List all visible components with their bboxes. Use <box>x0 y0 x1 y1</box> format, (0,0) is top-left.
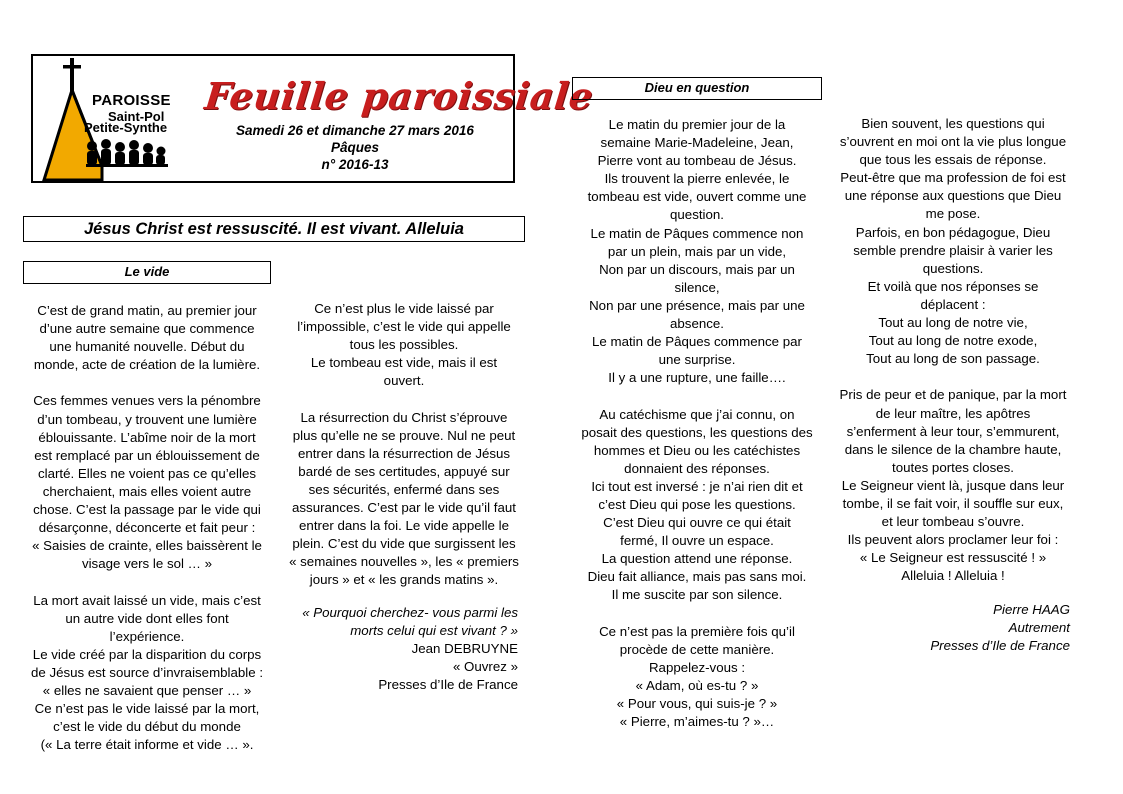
text-line: Non par un discours, mais par un <box>599 261 795 277</box>
text-line: Ce n’est plus le vide laissé par <box>314 301 494 316</box>
text-line: Et voilà que nos réponses se <box>867 278 1039 294</box>
text-line: Tout au long de son passage. <box>866 351 1040 367</box>
text-line: C’est Dieu qui ouvre ce qui était <box>603 515 791 531</box>
text-line: déplacent : <box>920 296 986 312</box>
paragraph-gap <box>572 387 822 405</box>
paragraph-gap <box>830 368 1076 386</box>
text-line: d’une autre semaine que commence <box>39 321 255 337</box>
text-line: Le matin du premier jour de la <box>608 117 786 132</box>
section-heading-dieu-en-question: Dieu en question <box>572 77 822 100</box>
text-line: C’est de grand matin, au premier jour <box>37 303 257 318</box>
text-line: Ils trouvent la pierre enlevée, le <box>604 171 790 187</box>
text-line: plus qu’elle ne se prouve. Nul ne peut <box>292 427 516 443</box>
text-line: « Saisies de crainte, elles baissèrent le <box>32 538 262 554</box>
text-line: entrer dans la résurrection de Jésus <box>297 445 511 461</box>
quote-line: morts celui qui est vivant ? » <box>350 623 518 639</box>
text-line: désarçonne, déconcerte et fait peur : <box>38 520 256 536</box>
text-line: Le Seigneur vient là, jusque dans leur <box>841 477 1065 493</box>
text-line: toutes portes closes. <box>892 459 1014 475</box>
text-line: silence, <box>674 279 720 295</box>
text-line: une réponse aux questions que Dieu <box>844 188 1062 204</box>
quote-block <box>280 604 518 640</box>
text-line: que tous les essais de réponse. <box>859 152 1047 168</box>
text-line: Ces femmes venues vers la pénombre <box>33 393 261 409</box>
text-line: posait des questions, les questions des <box>581 424 813 440</box>
paragraph-gap <box>280 390 528 408</box>
text-line: un autre vide dont elles font <box>65 610 229 626</box>
text-line: c’est le vide du début du monde <box>53 719 241 735</box>
text-line: Dieu fait alliance, mais pas sans moi. <box>587 569 807 585</box>
credit-block-2 <box>830 601 1070 655</box>
main-title: Jésus Christ est ressuscité. Il est vivant. Alleluia <box>23 216 525 242</box>
credit-author: Jean DEBRUYNE <box>411 641 518 656</box>
text-line: une surprise. <box>658 352 736 368</box>
text-line: Au catéchisme que j’ai connu, on <box>599 406 795 422</box>
text-line: Pris de peur et de panique, par la mort <box>839 387 1067 403</box>
text-line: s’ouvrent en moi ont la vie plus longue <box>839 134 1067 150</box>
text-line: cherchaient, mais elles voient autre <box>42 483 252 499</box>
text-line: Le matin de Pâques commence non <box>590 225 804 241</box>
text-line: Le vide créé par la disparition du corps <box>32 646 262 662</box>
text-line: tous les possibles. <box>349 337 459 353</box>
text-line: Alleluia ! Alleluia ! <box>901 568 1005 584</box>
text-line: d’un tombeau, y trouvent une lumière <box>37 411 257 427</box>
section-heading-le-vide: Le vide <box>23 261 271 284</box>
text-line: l’impossible, c’est le vide qui appelle <box>297 319 511 335</box>
text-line: jours » et « les grands matins ». <box>309 572 499 588</box>
credit-block-1 <box>280 640 518 694</box>
newsletter-title: Feuille paroissiale <box>202 74 596 118</box>
text-line: plein. C’est du vide que surgissent les <box>292 536 516 552</box>
text-line: monde, acte de création de la lumière. <box>33 357 261 373</box>
text-line: est remplacé par un éblouissement de <box>34 447 260 463</box>
text-line: de Jésus est source d’invraisemblable : <box>30 664 264 680</box>
text-line: bardé de ses certitudes, appuyé sur <box>298 463 510 479</box>
text-line: c’est Dieu qui pose les questions. <box>598 496 796 512</box>
issue-number: n° 2016-13 <box>321 157 389 172</box>
text-line: Rappelez-vous : <box>648 659 746 675</box>
text-line: Parfois, en bon pédagogue, Dieu <box>855 224 1051 240</box>
text-line: dans le silence de la chambre haute, <box>844 441 1062 457</box>
text-line: Bien souvent, les questions qui <box>861 116 1045 131</box>
text-line: Tout au long de notre vie, <box>878 315 1028 331</box>
text-line: assurances. C’est par le vide qu’il faut <box>292 500 516 516</box>
text-line: « Le Seigneur est ressuscité ! » <box>859 550 1047 566</box>
quote-line: « Pourquoi cherchez- vous parmi les <box>302 605 518 620</box>
text-line: procède de cette manière. <box>619 641 775 657</box>
article-column-3 <box>572 116 822 731</box>
text-line: (« La terre était informe et vide … ». <box>40 737 254 753</box>
text-line: s’enferment à leur tour, s’emmurent, <box>846 423 1060 439</box>
text-line: La mort avait laissé un vide, mais c’est <box>33 592 261 608</box>
text-line: semaine Marie-Madeleine, Jean, <box>600 135 794 151</box>
text-line: absence. <box>670 316 724 332</box>
text-line: La résurrection du Christ s’éprouve <box>300 409 508 425</box>
text-line: « Adam, où es-tu ? » <box>635 677 759 693</box>
paragraph-gap <box>23 374 271 392</box>
credit-publisher: Presses d’Ile de France <box>378 677 518 693</box>
logo-line-saint-pol: Saint-Pol <box>108 109 165 124</box>
text-line: Il me suscite par son silence. <box>611 587 783 603</box>
issue-info <box>200 122 510 173</box>
logo-line-paroisse: PAROISSE <box>92 92 171 109</box>
text-line: questions. <box>922 260 984 276</box>
text-line: une humanité nouvelle. Début du <box>49 339 245 355</box>
text-line: tombe, il se fait voir, il souffle sur eux, <box>842 495 1064 511</box>
text-line: question. <box>670 207 724 223</box>
text-line: Ici tout est inversé : je n’ai rien dit et <box>591 478 803 494</box>
article-column-2 <box>280 300 528 590</box>
issue-date: Samedi 26 et dimanche 27 mars 2016 <box>236 123 474 138</box>
text-line: ouvert. <box>383 373 425 389</box>
article-column-1 <box>23 302 271 754</box>
text-line: l’expérience. <box>109 628 185 644</box>
text-line: Peut-être que ma profession de foi est <box>840 170 1066 186</box>
text-line: hommes et Dieu ou les catéchistes <box>593 442 801 458</box>
logo-line-petite-synthe: Petite-Synthe <box>84 120 168 135</box>
credit-author: Pierre HAAG <box>993 602 1070 617</box>
text-line: Le matin de Pâques commence par <box>592 334 802 350</box>
credit-publisher: Presses d’Ile de France <box>930 638 1070 654</box>
text-line: semble prendre plaisir à varier les <box>853 242 1053 258</box>
text-line: tombeau est vide, ouvert comme une <box>587 189 807 205</box>
paragraph-gap <box>572 605 822 623</box>
text-line: fermé, Il ouvre un espace. <box>620 533 774 549</box>
text-line: Il y a une rupture, une faille…. <box>608 370 786 386</box>
text-line: « semaines nouvelles », les « premiers <box>289 554 519 570</box>
text-line: Pierre vont au tombeau de Jésus. <box>597 153 797 169</box>
text-line: La question attend une réponse. <box>601 551 793 567</box>
text-line: chose. C’est la passage par le vide qui <box>33 502 261 518</box>
text-line: et leur tombeau s’ouvre. <box>881 514 1025 530</box>
text-line: de leur maître, les apôtres <box>875 405 1031 421</box>
text-line: par un plein, mais par un vide, <box>607 243 787 259</box>
article-column-4 <box>830 115 1076 585</box>
text-line: Ils peuvent alors proclamer leur foi : <box>847 532 1059 548</box>
text-line: Le tombeau est vide, mais il est <box>310 355 498 371</box>
text-line: Ce n’est pas la première fois qu’il <box>599 623 795 639</box>
text-line: Tout au long de notre exode, <box>868 333 1038 349</box>
issue-feast: Pâques <box>330 140 380 155</box>
text-line: « Pierre, m’aimes-tu ? »… <box>619 714 775 730</box>
text-line: clarté. Elles ne voient pas ce qu’elles <box>37 465 257 481</box>
text-line: Ce n’est pas le vide laissé par la mort, <box>34 701 260 717</box>
text-line: me pose. <box>925 206 981 222</box>
text-line: entrer dans la foi. Le vide appelle le <box>299 518 509 534</box>
text-line: ses sécurités, enfermé dans ses <box>308 481 500 497</box>
text-line: « Pour vous, qui suis-je ? » <box>616 696 778 711</box>
text-line: Non par une présence, mais par une <box>589 297 805 313</box>
text-line: donnaient des réponses. <box>624 460 770 476</box>
paragraph-gap <box>23 573 271 591</box>
text-line: éblouissante. L’abîme noir de la mort <box>38 429 256 445</box>
credit-work: « Ouvrez » <box>452 659 518 675</box>
text-line: « elles ne savaient que penser … » <box>42 682 252 698</box>
parish-logo <box>36 56 196 182</box>
credit-work: Autrement <box>1008 620 1070 636</box>
text-line: visage vers le sol … » <box>81 556 213 572</box>
